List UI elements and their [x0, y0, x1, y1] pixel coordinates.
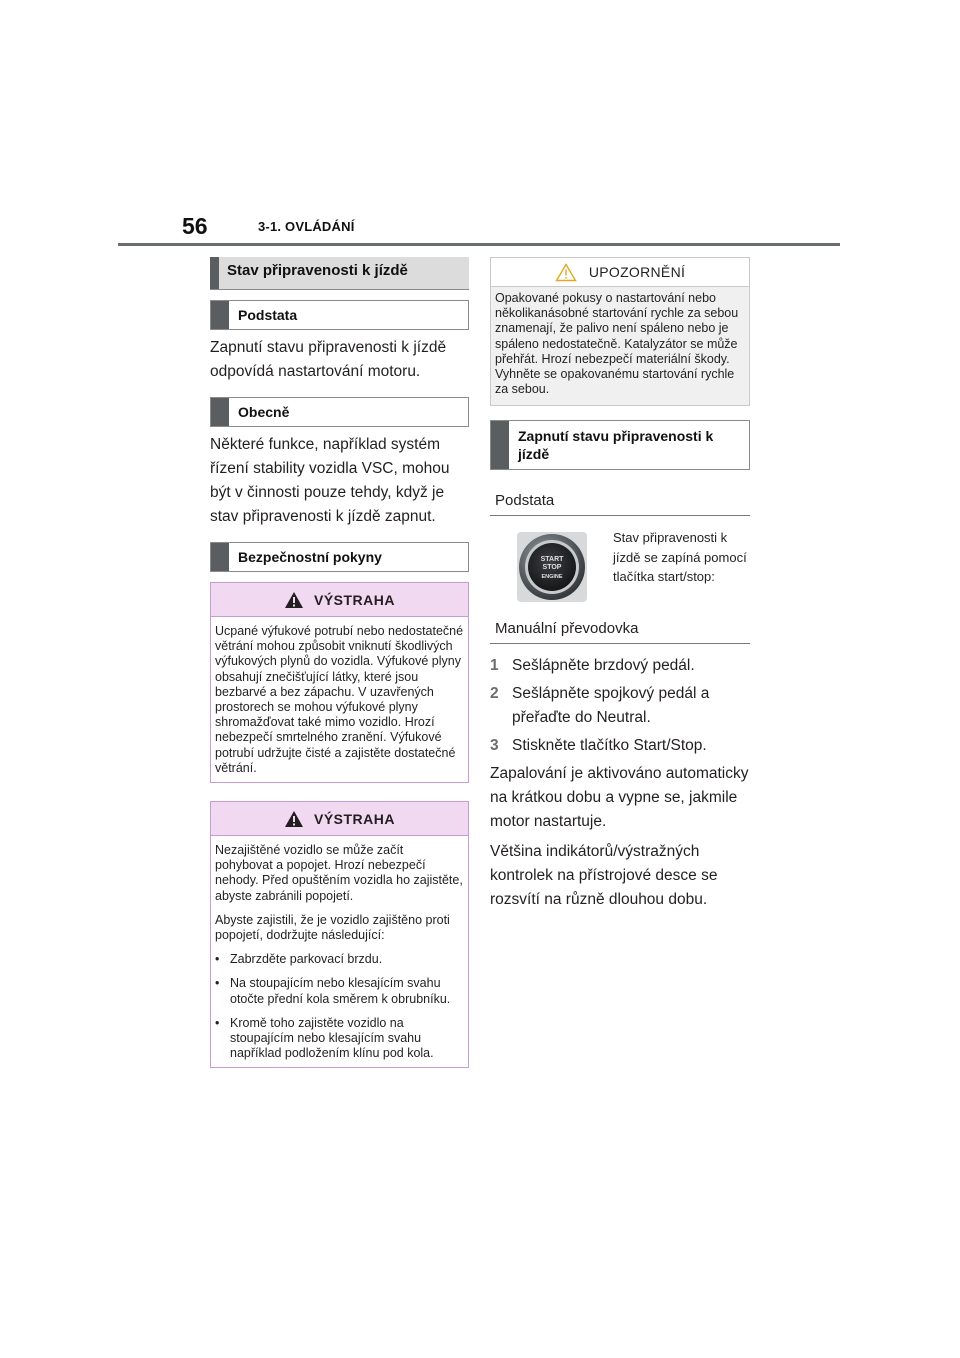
caution-label: UPOZORNĚNÍ [588, 264, 686, 280]
left-column [210, 257, 469, 1068]
subheading-manual: Manuální převodovka [490, 620, 750, 644]
chapter-title: 3-1. OVLÁDÁNÍ [258, 219, 355, 234]
start-button-figure [490, 528, 750, 606]
warning-header [211, 583, 468, 617]
warning-box [210, 801, 469, 1068]
subsection-heading-obecne: Obecně [210, 397, 469, 427]
section-title: Stav připravenosti k jízdě [227, 262, 408, 279]
page-number: 56 [182, 213, 208, 239]
warning-box [210, 582, 469, 783]
caution-triangle-icon [555, 263, 577, 282]
subsection-heading-zapnuti: Zapnutí stavu připravenosti k jízdě [490, 420, 750, 470]
warning-header [211, 802, 468, 836]
list-item: 3 Stiskněte tlačítko Start/Stop. [490, 737, 707, 755]
warning-label: VÝSTRAHA [313, 591, 395, 608]
warning-triangle-icon [284, 810, 304, 828]
svg-text:START: START [540, 556, 563, 564]
list-item: • Na stoupajícím nebo klesajícím svahu otočte přední kola směrem k obrubníku. [215, 976, 451, 1006]
list-item: • Kromě toho zajistěte vozidlo na stoupajícím nebo klesajícím svahu například podložením klínu pod kola. [215, 1015, 434, 1061]
subsection-heading-podstata: Podstata [210, 300, 469, 330]
start-stop-button-icon [516, 531, 588, 603]
ignition-text: Zapalování je aktivováno automaticky na krátkou dobu a vypne se, jakmile motor nastartuje. [490, 765, 749, 831]
caution-header [491, 258, 749, 287]
svg-text:ENGINE: ENGINE [540, 574, 563, 581]
list-item: 1 Sešlápněte brzdový pedál. [490, 657, 695, 675]
caution-text: Opakované pokusy o nastartování nebo několikanásobné startování rychle za sebou znamenají, že palivo není spáleno nebo je spáleno nedostatečně. Katalyzátor se může přehřát. Hrozí nebezpečí materiální škody. Vyhněte se opakovanému startování rychle za sebou. [491, 287, 749, 405]
warning-text: Ucpané výfukové potrubí nebo nedostatečné větrání mohou způsobit vniknutí škodlivých výfukových plynů do vozidla. Výfukové plyny obsahují znečišťující látky, které jsou bezbarvé a bez zápachu. V uzavřených prostorech se mohou výfukové plyny shromažďovat také mimo vozidlo. Hrozí nebezpečí smrtelného zranění. Výfukové potrubí udržujte čisté a zajistěte dostatečné větrání. [215, 624, 464, 775]
warning-triangle-icon [284, 591, 304, 609]
warning-text: Nezajištěné vozidlo se může začít pohybovat a popojet. Hrozí nebezpečí nehody. Před opuštěním vozidla ho zajistěte, abyste zabránili popojetí. Abyste zajistili, že je vozidlo zajištěno proti popojetí, dodržujte následující: • Zabrzděte parkovací brzdu. • Na stoupajícím nebo klesajícím svahu otočte přední kola směrem k obrubníku. • Kromě toho zajistěte vozidlo na stoupajícím nebo klesajícím svahu například podložením klínu pod kola. [215, 843, 463, 1061]
button-caption: Stav připravenosti k jízdě se zapíná pomocí tlačítka start/stop: [613, 530, 747, 585]
section-heading [210, 257, 469, 290]
subheading-podstata: Podstata [490, 492, 750, 516]
step-list [490, 654, 750, 758]
header-divider [118, 243, 840, 246]
subsection-heading-safety: Bezpečnostní pokyny [210, 542, 469, 572]
right-column [490, 257, 750, 912]
warning-label: VÝSTRAHA [313, 810, 395, 827]
obecne-text: Některé funkce, například systém řízení stability vozidla VSC, mohou být v činnosti pouze tehdy, když je stav připravenosti k jízdě zapnut. [210, 436, 450, 525]
podstata-text: Zapnutí stavu připravenosti k jízdě odpovídá nastartování motoru. [210, 339, 447, 380]
list-item: 2 Sešlápněte spojkový pedál a přeřaďte do Neutral. [490, 685, 710, 727]
indicators-text: Většina indikátorů/výstražných kontrolek na přístrojové desce se rozsvítí na různě dlouhou dobu. [490, 843, 718, 909]
svg-text:STOP: STOP [542, 564, 561, 572]
list-item: • Zabrzděte parkovací brzdu. [215, 952, 383, 967]
caution-box [490, 257, 750, 406]
